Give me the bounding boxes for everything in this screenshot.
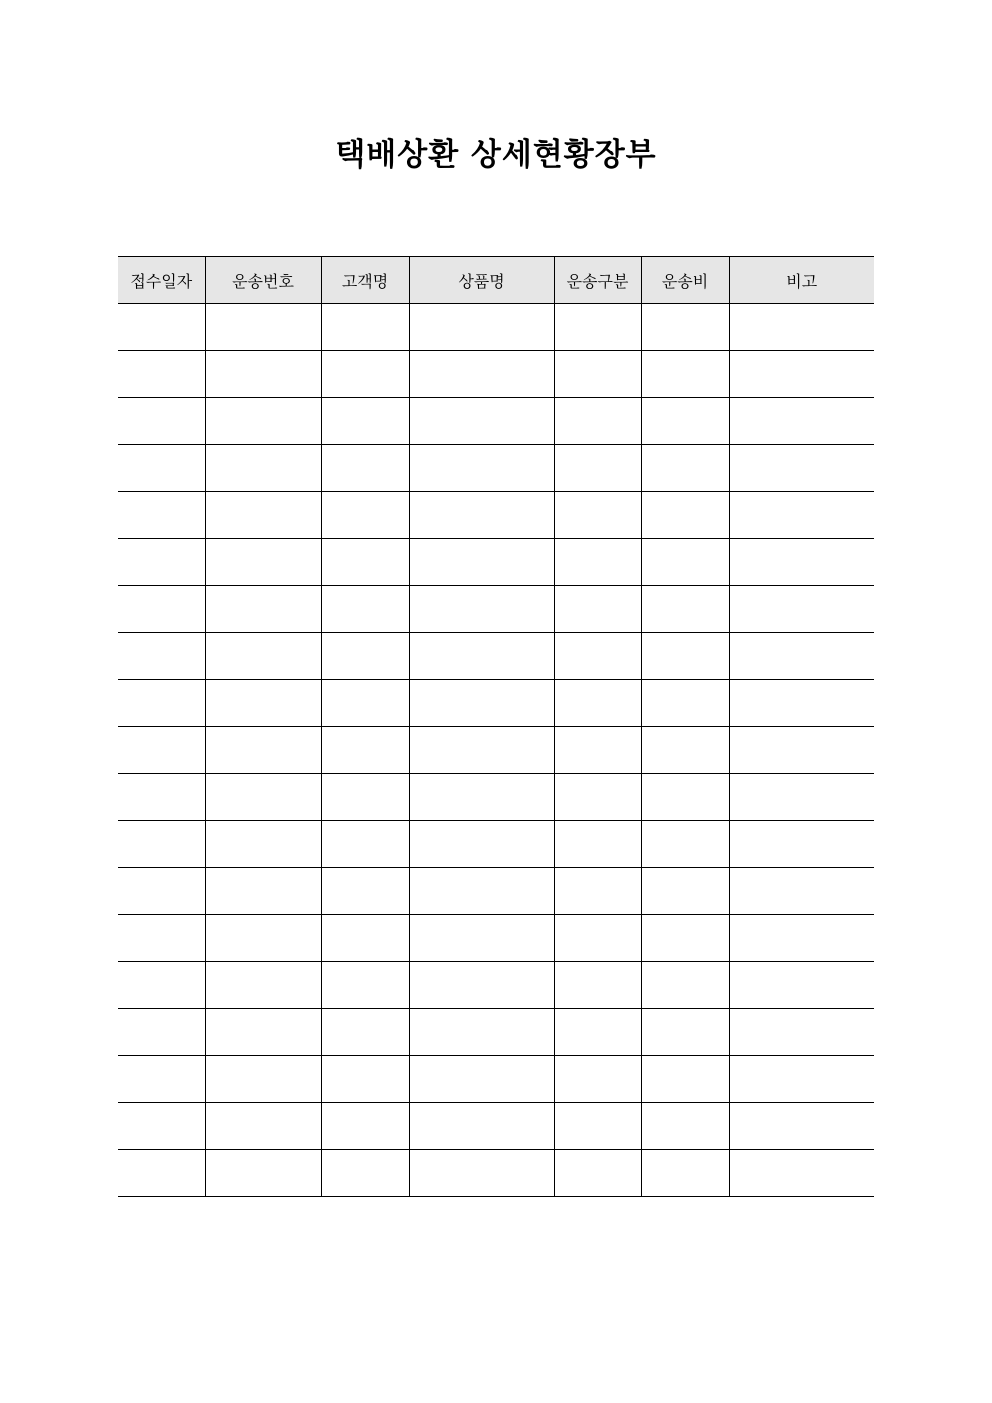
column-header-receipt-date: 접수일자 — [118, 257, 205, 304]
column-header-shipping-type: 운송구분 — [554, 257, 641, 304]
table-cell[interactable] — [729, 398, 874, 445]
table-row — [118, 868, 874, 915]
table-cell[interactable] — [118, 539, 205, 586]
table-cell[interactable] — [205, 633, 321, 680]
table-cell[interactable] — [205, 915, 321, 962]
table-cell[interactable] — [729, 445, 874, 492]
table-cell[interactable] — [409, 398, 554, 445]
table-cell[interactable] — [409, 539, 554, 586]
table-cell[interactable] — [554, 868, 641, 915]
table-cell[interactable] — [205, 1009, 321, 1056]
table-cell[interactable] — [118, 492, 205, 539]
table-cell[interactable] — [729, 633, 874, 680]
table-cell[interactable] — [205, 539, 321, 586]
table-cell[interactable] — [554, 351, 641, 398]
table-row — [118, 539, 874, 586]
table-cell[interactable] — [118, 445, 205, 492]
table-cell[interactable] — [205, 821, 321, 868]
table-cell[interactable] — [321, 1056, 409, 1103]
table-cell[interactable] — [321, 821, 409, 868]
table-cell[interactable] — [409, 304, 554, 351]
table-cell[interactable] — [554, 727, 641, 774]
table-cell[interactable] — [554, 633, 641, 680]
table-cell[interactable] — [321, 586, 409, 633]
table-cell[interactable] — [321, 304, 409, 351]
table-cell[interactable] — [118, 774, 205, 821]
table-cell[interactable] — [205, 962, 321, 1009]
table-cell[interactable] — [729, 727, 874, 774]
document-title: 택배상환 상세현황장부 — [335, 137, 657, 173]
table-cell[interactable] — [641, 774, 729, 821]
table-cell[interactable] — [205, 727, 321, 774]
table-cell[interactable] — [205, 351, 321, 398]
table-cell[interactable] — [729, 539, 874, 586]
table-cell[interactable] — [118, 962, 205, 1009]
table-cell[interactable] — [118, 727, 205, 774]
table-cell[interactable] — [321, 1150, 409, 1197]
table-cell[interactable] — [118, 1056, 205, 1103]
table-row — [118, 774, 874, 821]
column-header-shipping-fee: 운송비 — [641, 257, 729, 304]
table-cell[interactable] — [409, 633, 554, 680]
table-cell[interactable] — [729, 1056, 874, 1103]
table-cell[interactable] — [205, 445, 321, 492]
table-cell[interactable] — [118, 821, 205, 868]
table-row — [118, 727, 874, 774]
table-cell[interactable] — [409, 1103, 554, 1150]
table-row — [118, 1056, 874, 1103]
table-cell[interactable] — [554, 821, 641, 868]
table-cell[interactable] — [118, 1150, 205, 1197]
table-cell[interactable] — [118, 586, 205, 633]
table-cell[interactable] — [321, 915, 409, 962]
table-row — [118, 1150, 874, 1197]
table-cell[interactable] — [409, 586, 554, 633]
table-cell[interactable] — [641, 915, 729, 962]
ledger-table — [118, 256, 874, 1197]
table-row — [118, 492, 874, 539]
table-cell[interactable] — [205, 1103, 321, 1150]
table-cell[interactable] — [641, 1009, 729, 1056]
table-row — [118, 304, 874, 351]
table-cell[interactable] — [729, 821, 874, 868]
table-cell[interactable] — [409, 1009, 554, 1056]
table-cell[interactable] — [409, 1056, 554, 1103]
table-cell[interactable] — [205, 774, 321, 821]
table-cell[interactable] — [205, 1056, 321, 1103]
table-row — [118, 821, 874, 868]
table-cell[interactable] — [205, 304, 321, 351]
column-header-customer-name: 고객명 — [321, 257, 409, 304]
table-cell[interactable] — [118, 1103, 205, 1150]
table-cell[interactable] — [641, 445, 729, 492]
table-row — [118, 1103, 874, 1150]
table-cell[interactable] — [205, 398, 321, 445]
table-cell[interactable] — [554, 962, 641, 1009]
table-cell[interactable] — [641, 492, 729, 539]
table-row — [118, 351, 874, 398]
table-cell[interactable] — [205, 586, 321, 633]
table-cell[interactable] — [729, 1150, 874, 1197]
table-cell[interactable] — [409, 680, 554, 727]
table-cell[interactable] — [321, 351, 409, 398]
table-cell[interactable] — [729, 492, 874, 539]
table-cell[interactable] — [641, 1056, 729, 1103]
table-row — [118, 680, 874, 727]
table-cell[interactable] — [118, 351, 205, 398]
table-cell[interactable] — [641, 539, 729, 586]
table-cell[interactable] — [321, 633, 409, 680]
table-cell[interactable] — [729, 868, 874, 915]
table-cell[interactable] — [641, 727, 729, 774]
table-cell[interactable] — [729, 774, 874, 821]
table-cell[interactable] — [321, 680, 409, 727]
table-row — [118, 915, 874, 962]
table-cell[interactable] — [641, 1103, 729, 1150]
table-cell[interactable] — [321, 492, 409, 539]
table-cell[interactable] — [641, 868, 729, 915]
table-cell[interactable] — [118, 1009, 205, 1056]
table-cell[interactable] — [205, 1150, 321, 1197]
table-cell[interactable] — [118, 868, 205, 915]
table-cell[interactable] — [409, 351, 554, 398]
table-cell[interactable] — [641, 680, 729, 727]
table-cell[interactable] — [554, 492, 641, 539]
table-cell[interactable] — [641, 633, 729, 680]
column-header-remarks: 비고 — [729, 257, 874, 304]
table-cell[interactable] — [554, 774, 641, 821]
table-cell[interactable] — [409, 868, 554, 915]
table-cell[interactable] — [409, 774, 554, 821]
table-cell[interactable] — [554, 1056, 641, 1103]
table-cell[interactable] — [118, 915, 205, 962]
table-cell[interactable] — [641, 821, 729, 868]
table-cell[interactable] — [554, 304, 641, 351]
table-cell[interactable] — [409, 915, 554, 962]
table-cell[interactable] — [409, 821, 554, 868]
table-cell[interactable] — [554, 680, 641, 727]
table-cell[interactable] — [729, 680, 874, 727]
table-cell[interactable] — [205, 680, 321, 727]
table-cell[interactable] — [641, 962, 729, 1009]
table-cell[interactable] — [554, 539, 641, 586]
table-row — [118, 1009, 874, 1056]
column-header-product-name: 상품명 — [409, 257, 554, 304]
table-cell[interactable] — [729, 962, 874, 1009]
table-cell[interactable] — [321, 727, 409, 774]
table-cell[interactable] — [554, 1009, 641, 1056]
table-cell[interactable] — [118, 680, 205, 727]
table-row — [118, 445, 874, 492]
table-cell[interactable] — [118, 304, 205, 351]
table-cell[interactable] — [729, 1103, 874, 1150]
table-cell[interactable] — [641, 586, 729, 633]
table-cell[interactable] — [409, 727, 554, 774]
table-cell[interactable] — [321, 1009, 409, 1056]
header-row — [118, 257, 874, 304]
table-cell[interactable] — [321, 868, 409, 915]
table-cell[interactable] — [409, 1150, 554, 1197]
ledger-body — [118, 304, 874, 1197]
table-cell[interactable] — [205, 492, 321, 539]
table-cell[interactable] — [641, 351, 729, 398]
table-row — [118, 398, 874, 445]
table-cell[interactable] — [729, 915, 874, 962]
table-cell[interactable] — [554, 915, 641, 962]
table-cell[interactable] — [321, 962, 409, 1009]
table-cell[interactable] — [554, 398, 641, 445]
table-cell[interactable] — [554, 586, 641, 633]
table-cell[interactable] — [118, 398, 205, 445]
table-cell[interactable] — [554, 1150, 641, 1197]
table-cell[interactable] — [321, 539, 409, 586]
table-row — [118, 586, 874, 633]
table-cell[interactable] — [554, 1103, 641, 1150]
column-header-tracking-number: 운송번호 — [205, 257, 321, 304]
table-cell[interactable] — [554, 445, 641, 492]
table-cell[interactable] — [729, 586, 874, 633]
table-cell[interactable] — [409, 445, 554, 492]
table-cell[interactable] — [118, 633, 205, 680]
table-cell[interactable] — [729, 304, 874, 351]
table-cell[interactable] — [729, 1009, 874, 1056]
table-cell[interactable] — [321, 445, 409, 492]
table-cell[interactable] — [205, 868, 321, 915]
table-cell[interactable] — [641, 304, 729, 351]
table-cell[interactable] — [641, 398, 729, 445]
table-cell[interactable] — [641, 1150, 729, 1197]
table-cell[interactable] — [321, 398, 409, 445]
table-row — [118, 633, 874, 680]
table-cell[interactable] — [409, 492, 554, 539]
table-cell[interactable] — [321, 774, 409, 821]
table-row — [118, 962, 874, 1009]
table-cell[interactable] — [729, 351, 874, 398]
table-cell[interactable] — [321, 1103, 409, 1150]
table-cell[interactable] — [409, 962, 554, 1009]
